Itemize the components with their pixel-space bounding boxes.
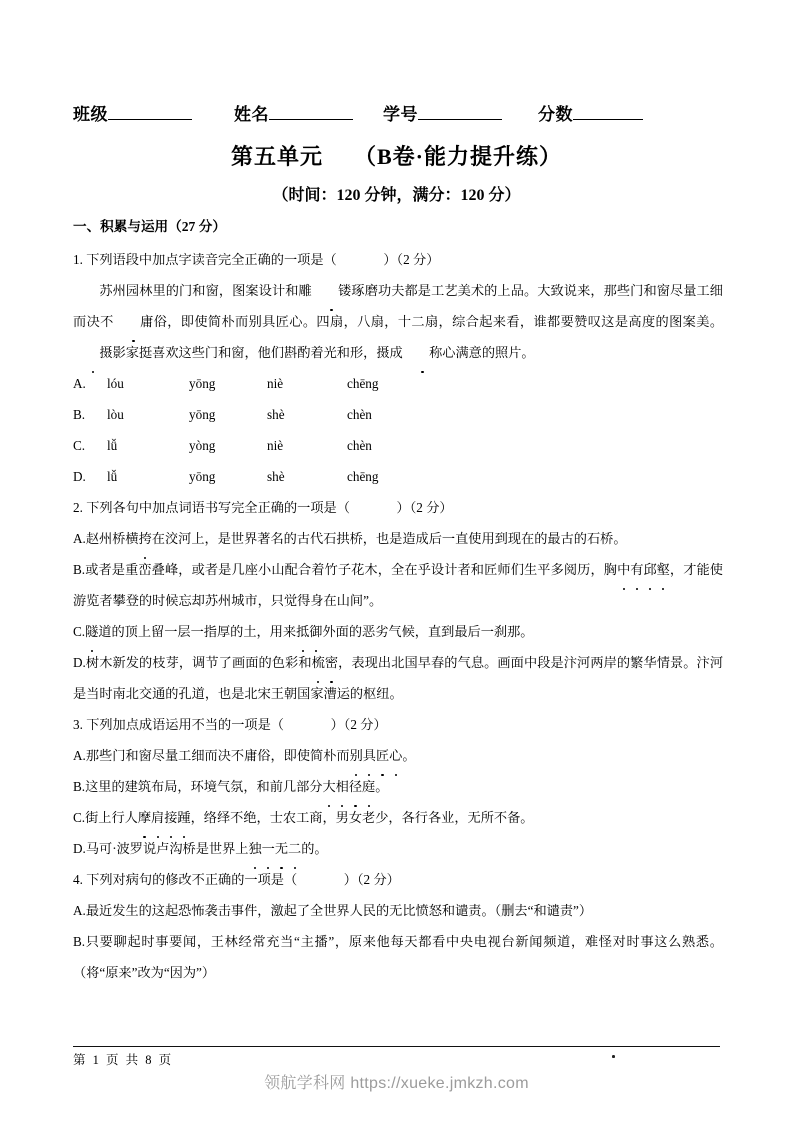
- question-2-option-a[interactable]: [73, 523, 723, 554]
- option-text: 只要聊起时事要闻，王林经常充当“主播”，原来他每天都看中央电视台新闻频道，难怪对时事这么熟悉。（将“原来”改为“因为”）: [73, 934, 723, 980]
- passage-part: 俗，即使简朴而别具匠心。四扇，八扇，十二扇，综合起来看，谁都要赞叹这是高度的图案美。: [153, 314, 724, 329]
- emphasis-idiom: [138, 810, 191, 825]
- emphasis-char: 隧: [85, 616, 98, 647]
- site-watermark: 领航学科网 https://xueke.jmkzh.com: [264, 1075, 529, 1092]
- option-tag: B.: [73, 779, 86, 794]
- option-text: 。: [375, 779, 389, 794]
- option-text: ，表现出北国早春的气息。画面中段是汴河两岸的繁华情景。汴河是当时南北交通的孔道，也是北宋王朝国家漕运的枢纽。: [73, 655, 724, 701]
- pinyin-1: lǚ: [107, 438, 118, 453]
- emphasis-char: 庸: [114, 306, 154, 337]
- question-2-option-d[interactable]: [73, 647, 723, 709]
- emphasis-char: 独: [248, 833, 261, 864]
- pinyin-2: yōng: [189, 407, 216, 422]
- pinyin-3: niè: [267, 438, 284, 453]
- name-field[interactable]: [234, 100, 353, 125]
- emphasis-char: 御: [309, 616, 322, 647]
- option-text: 这里的建筑布局，环境气氛，和前几部分: [85, 779, 323, 794]
- option-tag: A.: [73, 376, 86, 391]
- emphasis-idiom: [322, 779, 375, 794]
- option-tag: B.: [73, 934, 86, 949]
- option-tag: A.: [73, 531, 86, 546]
- pinyin-1: lǚ: [107, 469, 118, 484]
- question-1-stem-text: 下列语段中加点字读音完全正确的一项是（: [86, 252, 337, 267]
- question-3-stem: [73, 709, 723, 740]
- emphasis-char: 称: [403, 337, 443, 368]
- emphasis-char: 接: [164, 802, 177, 833]
- emphasis-phrase: [296, 624, 322, 639]
- pinyin-3: niè: [267, 376, 284, 391]
- question-2-stem-tail: ）（2 分）: [396, 500, 453, 515]
- question-1-option-b[interactable]: [73, 399, 723, 430]
- student-id-field[interactable]: [383, 100, 502, 125]
- score-label: 分数: [538, 105, 573, 124]
- emphasis-char: 邱: [643, 554, 656, 585]
- page-number: 第 1 页 共 8 页: [73, 1053, 174, 1067]
- class-field[interactable]: [73, 100, 192, 125]
- question-1-option-c[interactable]: [73, 430, 723, 461]
- emphasis-char: 别: [350, 740, 363, 771]
- question-3-option-a[interactable]: [73, 740, 723, 771]
- exam-body: [73, 212, 723, 988]
- passage-part: 影家挺喜欢这些门和窗，他们斟酌着光和形，摄成: [112, 345, 403, 360]
- emphasis-char: 梳: [312, 647, 325, 678]
- question-2-stem-text: 下列各句中加点词语书写完全正确的一项是（: [86, 500, 350, 515]
- option-text: 树木新发的枝芽，调节了画面的色彩和: [85, 655, 312, 670]
- question-1-option-a[interactable]: [73, 368, 723, 399]
- emphasis-idiom: [248, 841, 301, 856]
- option-text: 外面的恶劣气候，直到最后一刹那。: [322, 624, 534, 639]
- option-text: ，才能使游览者攀登的时候忘却苏州城市，只觉得身在山间”。: [73, 562, 723, 608]
- footer-dot-mark: [612, 1055, 615, 1058]
- question-2-option-c[interactable]: [73, 616, 723, 647]
- page-subtitle: （时间：120 分钟，满分：120 分）: [272, 187, 521, 204]
- option-tag: D.: [73, 655, 86, 670]
- option-text: 街上行人: [85, 810, 138, 825]
- footer-divider: [73, 1046, 720, 1047]
- question-2-option-b[interactable]: [73, 554, 723, 616]
- option-tag: C.: [73, 624, 86, 639]
- option-text: 道的顶上留一层一指厚的土，用来: [98, 624, 297, 639]
- question-4-stem: [73, 864, 723, 895]
- option-tag: D.: [73, 841, 86, 856]
- question-4-option-b[interactable]: [73, 926, 723, 988]
- question-3-stem-text: 下列加点成语运用不当的一项是（: [86, 717, 284, 732]
- score-field[interactable]: [538, 100, 643, 125]
- emphasis-char: 摄: [73, 337, 113, 368]
- question-1-option-d[interactable]: [73, 461, 723, 492]
- emphasis-char: 摩: [138, 802, 151, 833]
- option-text: 那些门和窗尽量工细而决不庸俗，即使简朴而: [85, 748, 350, 763]
- emphasis-char: 径: [349, 771, 362, 802]
- emphasis-char: 庭: [362, 771, 375, 802]
- student-id-label: 学号: [383, 105, 418, 124]
- question-1-number: 1.: [73, 252, 83, 267]
- question-4-stem-tail: ）（2 分）: [343, 872, 400, 887]
- option-text: 在洨河上，是世界著名的古代石拱桥，也是造成后一直使用到现在的最古的石桥。: [151, 531, 627, 546]
- option-text: ，络绎不绝，士农工商，男女老少，各行各业，无所不备。: [190, 810, 534, 825]
- option-text: 的。: [301, 841, 328, 856]
- pinyin-4: chèn: [347, 407, 372, 422]
- passage-part: 苏州园林里的门和窗，图案设计和雕: [99, 283, 312, 298]
- pinyin-1: lòu: [107, 407, 124, 422]
- question-1-passage: [73, 275, 723, 368]
- emphasis-idiom: [350, 748, 403, 763]
- unit-title: 第五单元: [230, 144, 323, 169]
- emphasis-phrase: [617, 562, 670, 577]
- pinyin-4: chēng: [347, 376, 379, 391]
- class-blank[interactable]: [108, 105, 192, 120]
- option-text: 马可·波罗说卢沟桥是世界上: [85, 841, 249, 856]
- page-title: [0, 140, 793, 171]
- emphasis-char: 一: [262, 833, 275, 864]
- question-3-stem-tail: ）（2 分）: [330, 717, 387, 732]
- name-label: 姓名: [234, 105, 269, 124]
- pinyin-2: yòng: [189, 438, 216, 453]
- pinyin-1: lóu: [107, 376, 124, 391]
- emphasis-char: 匠: [376, 740, 389, 771]
- option-tag: A.: [73, 903, 86, 918]
- option-text: 赵州桥横: [85, 531, 139, 546]
- option-text: 或者是重峦叠峰，或者是几座小山配合着竹子花木，全在乎设计者和匠师们生平多阅历，胸: [85, 562, 618, 577]
- paper-title: （B卷·能力提升练）: [354, 144, 563, 169]
- option-tag: B.: [73, 407, 86, 422]
- question-2-number: 2.: [73, 500, 83, 515]
- emphasis-char: 肩: [151, 802, 164, 833]
- option-tag: B.: [73, 562, 86, 577]
- student-info-line: [73, 100, 720, 125]
- question-1-stem: [73, 244, 723, 275]
- emphasis-char: 踵: [177, 802, 190, 833]
- question-4-stem-text: 下列对病句的修改不正确的一项是（: [86, 872, 298, 887]
- emphasis-char: 密: [325, 647, 338, 678]
- question-4-option-a[interactable]: [73, 895, 723, 926]
- emphasis-char: 有: [630, 554, 643, 585]
- option-tag: C.: [73, 438, 86, 453]
- class-label: 班级: [73, 105, 108, 124]
- option-tag: A.: [73, 748, 86, 763]
- pinyin-3: shè: [267, 469, 285, 484]
- question-4-number: 4.: [73, 872, 83, 887]
- emphasis-char: 抵: [296, 616, 309, 647]
- question-3-number: 3.: [73, 717, 83, 732]
- pinyin-2: yōng: [189, 376, 216, 391]
- pinyin-4: chèn: [347, 438, 372, 453]
- pinyin-2: yōng: [189, 469, 216, 484]
- option-text: 最近发生的这起恐怖袭击事件，激起了全世界人民的无比愤怒和谴责。（删去“和谴责”）: [85, 903, 593, 918]
- emphasis-char: 二: [288, 833, 301, 864]
- option-text: 。: [402, 748, 416, 763]
- option-tag: D.: [73, 469, 86, 484]
- emphasis-char: 心: [389, 740, 402, 771]
- passage-part: 心满意的照片。: [442, 345, 535, 360]
- question-1-stem-tail: ）（2 分）: [383, 252, 440, 267]
- score-blank[interactable]: [573, 105, 643, 120]
- emphasis-char: 大: [322, 771, 335, 802]
- pinyin-4: chēng: [347, 469, 379, 484]
- name-blank[interactable]: [269, 105, 353, 120]
- option-tag: C.: [73, 810, 86, 825]
- emphasis-char: 中: [617, 554, 630, 585]
- emphasis-phrase: [312, 655, 338, 670]
- emphasis-char: 壑: [657, 554, 670, 585]
- emphasis-char: 相: [336, 771, 349, 802]
- question-3-option-b[interactable]: [73, 771, 723, 802]
- student-id-blank[interactable]: [418, 105, 502, 120]
- emphasis-char: 具: [363, 740, 376, 771]
- section-heading-1: 一、积累与运用（27 分）: [73, 219, 226, 234]
- pinyin-3: shè: [267, 407, 285, 422]
- question-3-option-c[interactable]: [73, 802, 723, 833]
- emphasis-char: 挎: [139, 523, 152, 554]
- emphasis-char: 无: [275, 833, 288, 864]
- emphasis-char: 镂: [312, 275, 352, 306]
- question-2-stem: [73, 492, 723, 523]
- passage-part: 琢磨功夫都是工艺美术的上品。大致说来，那些门和窗尽量工细而决不: [73, 283, 723, 329]
